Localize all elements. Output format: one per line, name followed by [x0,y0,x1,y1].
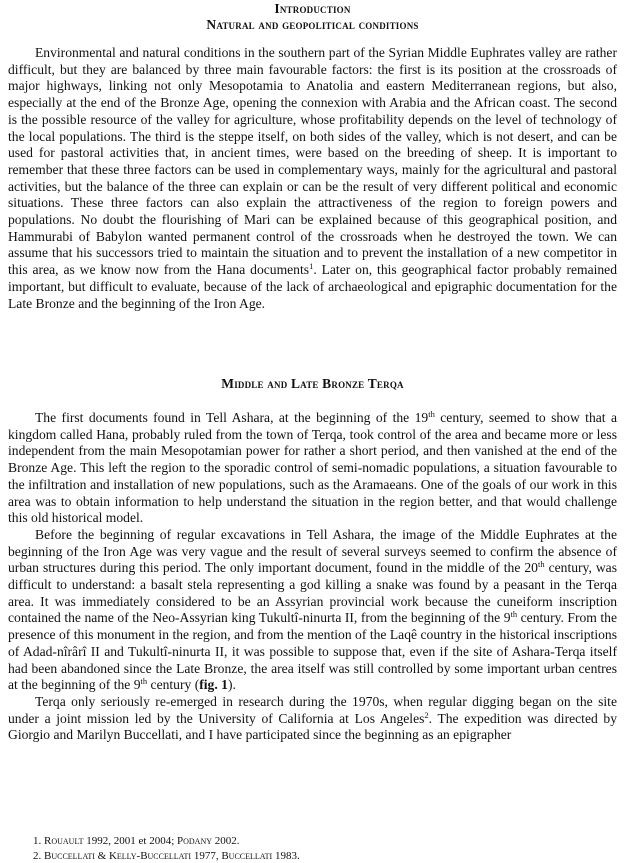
paragraph [8,527,617,694]
paragraph [8,45,617,312]
footnote-text: 2002. [212,835,240,847]
paragraph-text: century, seemed to show that a kingdom called Hana, probably ruled from the town of Terqa, took control of the area and became more or less independent from the main Mesopotamian power for rather a short period, and then vanished at the end of the Bronze Age. This left the region to the sporadic control of semi-nomadic populations, a situation favourable to the infiltration and installation of new populations, such as the Aramaeans. One of the goals of our work in this area was to obtain information to help understand the situation in the region better, and that would challenge this old historical model. [8,410,617,526]
footnote-number: 1. [33,835,42,847]
footnote-author: Rouault [44,835,84,847]
footnote-text: 1992, 2001 et 2004; [83,835,177,847]
figure-reference[interactable]: fig. 1 [199,677,228,693]
paragraph-text: century. From the presence of this monument in the region, and from the mention of the Laqê country in the historical inscriptions of Adad-nîrârî II and Tukultî-ninurta II, it was possible to suppose that, even if the site of Ashara-Terqa itself had been abandoned since the Late Bronze, the area itself was still controlled by some important urban centres at the beginning of the 9 [8,610,617,693]
paragraph-text: . The expedition was directed by Giorgio and Marilyn Buccellati, and I have participated since the beginning as an epigrapher [8,710,618,743]
footnotes [33,834,300,863]
paragraph-text: Environmental and natural conditions in the southern part of the Syrian Middle Euphrates valley are rather difficult, but they are balanced by three main favourable factors: the first is its position at the crossroads of major highways, linking not only Mesopotamia to Anatolia and eastern Mediterranean regions, but also, especially at the end of the Bronze Age, opening the connexion with Arabia and the African coast. The second is the possible resource of the valley for agriculture, whose profitability depends on the level of technology of the local populations. The third is the steppe itself, on both sides of the valley, which is not desert, and can be used for pastoral activities that, in ancient times, were based on the breeding of sheep. It is important to remember that these three factors can be used in complementary ways, mainly for the agricultural and pastoral activities, but the balance of the three can explain or can be the result of very different political and economic situations. These three factors can also explain the attractiveness of the region to foreign powers and populations. No doubt the flourishing of Mari can be explained because of this geographical position, and Hammurabi of Babylon wanted permanent control of the crossroads when he destroyed the town. We can assume that his successors tried to maintain the situation and to prevent the installation of a new competitor in this area, as we know now from the Hana documents [8,45,617,278]
footnote-text: 1983. [272,849,300,862]
paragraph-text: century, was difficult to understand: a basalt stela representing a god killing a snake was found by a peasant in the Terqa area. It was immediately considered to be an Assyrian provincial work because the cuneiform inscription contained the name of the Neo-Assyrian king Tukultî-ninurta II, from the beginning of the 9 [8,560,618,626]
footnote-author: Buccellati & Kelly-Buccellati [44,849,192,862]
paragraph-text: Before the beginning of regular excavations in Tell Ashara, the image of the Middle Euphrates at the beginning of the Iron Age was very vague and the result of several surveys seemed to confirm the absence of urban structures during this period. The only important document, found in the middle of the 20 [8,526,617,576]
superscript: th [537,559,545,570]
footnote-number: 2. [33,849,42,862]
section-title-terqa: Middle and Late Bronze Terqa [221,376,404,391]
paragraph-text: . Later on, this geographical factor probably remained important, but difficult to evaluate, because of the lack of archaeological and epigraphic documentation for the Late Bronze and the beginning of the Iron Age. [8,262,618,311]
paragraph-text: ). [227,677,236,693]
section-title-natural-conditions: Natural and geopolitical conditions [206,17,419,32]
section-terqa-body [8,410,617,744]
superscript: th [140,676,148,687]
footnote-author: Buccellati [221,849,273,862]
chapter-title: Introduction [274,1,351,16]
paragraph-text: The first documents found in Tell Ashara, at the beginning of the 19 [35,410,429,425]
paragraph-text: Terqa only seriously re-emerged in research during the 1970s, when regular digging began on the site under a joint mission led by the University of California at Los Angeles [8,693,617,726]
paragraph-text: century ( [147,677,200,693]
footnote-2 [33,849,300,863]
paragraph [8,410,617,527]
footnote-1 [33,834,300,849]
footnote-ref-2[interactable]: 2 [424,709,429,720]
section-natural-conditions-body [8,45,617,312]
footnote-text: 1977, [191,849,222,862]
footnote-ref-1[interactable]: 1 [309,261,314,272]
superscript: th [510,609,518,620]
superscript: th [428,409,435,419]
footnote-author: Podany [177,835,213,847]
paragraph [8,694,617,744]
